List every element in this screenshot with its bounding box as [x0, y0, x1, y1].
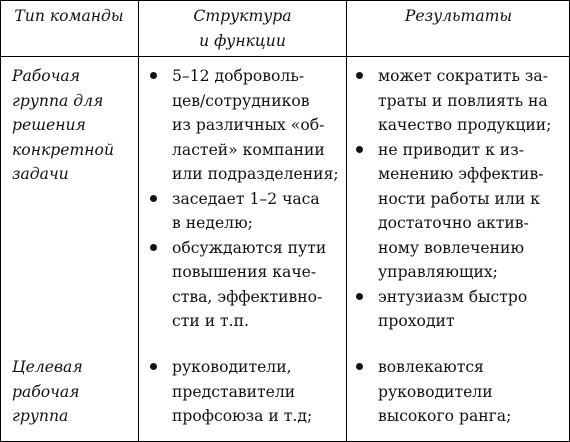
header-structure	[139, 4, 346, 53]
header-results: Результаты	[404, 7, 513, 25]
list-item: не приводит к из- менению эффектив- ности работы или к достаточно актив- ному вовлечению управляющих;	[356, 138, 568, 285]
row2-structure	[150, 355, 344, 429]
header-divider	[0, 56, 570, 57]
list-item: руководители, представители профсоюза и т.д;	[150, 355, 344, 429]
list-item: энтузиазм быстро проходит	[356, 285, 568, 334]
list-item: заседает 1–2 часа в неделю;	[150, 187, 344, 236]
row2-results	[356, 355, 568, 429]
header-team-type: Тип команды	[14, 7, 124, 25]
column-divider	[346, 0, 347, 442]
list-item: обсуждаются пути повышения каче- ства, эффективно- сти и т.п.	[150, 236, 344, 334]
header-structure-text: Структура и функции	[193, 7, 292, 50]
row1-results	[356, 64, 568, 334]
column-divider	[138, 0, 139, 442]
list-item: 5–12 доброволь- цев/сотрудников из различных «об- ластей» компании или подразделения;	[150, 64, 344, 187]
row1-structure	[150, 64, 344, 334]
list-item: вовлекаются руководители высокого ранга;	[356, 355, 568, 429]
row2-team-type: Целевая рабочая группа	[12, 358, 83, 425]
row1-team-type: Рабочая группа для решения конкретной задачи	[12, 67, 114, 183]
list-item: может сократить за- траты и повлиять на качество продукции;	[356, 64, 568, 138]
